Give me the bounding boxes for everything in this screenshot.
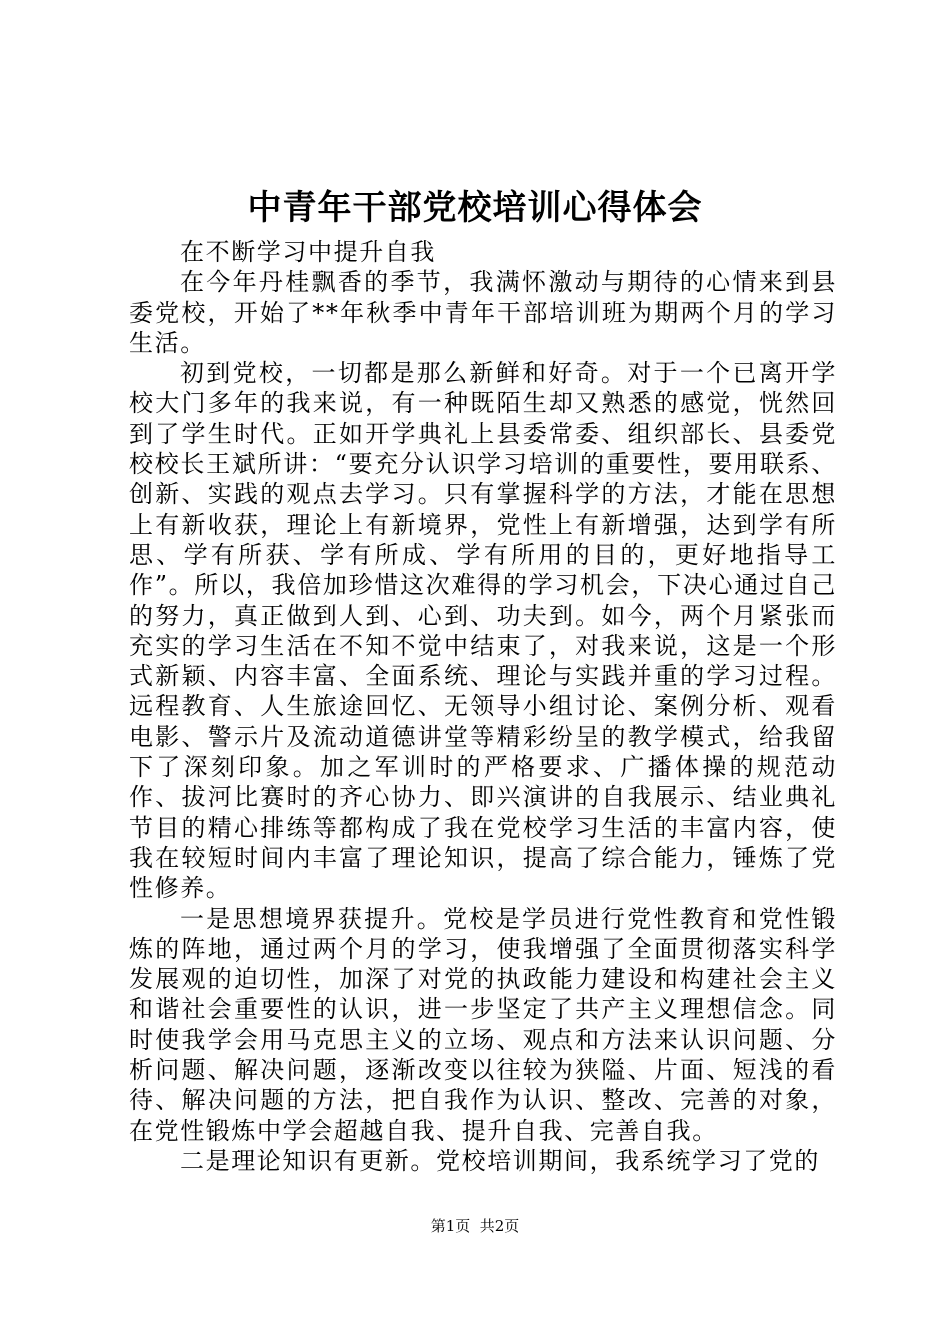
page-footer (0, 1216, 950, 1236)
page-number-label: 第1页 共2页 (430, 1217, 520, 1235)
document-title: 中青年干部党校培训心得体会 (247, 188, 703, 228)
body-paragraph: 初到党校，一切都是那么新鲜和好奇。对于一个已离开学校大门多年的我来说，有一种既陌生却又熟悉的感觉，恍然回到了学生时代。正如开学典礼上县委常委、组织部长、县委党校校长王斌所讲：“要充分认识学习培训的重要性，要用联系、创新、实践的观点去学习。只有掌握科学的方法，才能在思想上有新收获，理论上有新境界，党性上有新增强，达到学有所思、学有所获、学有所成、学有所用的目的，更好地指导工作”。所以，我倍加珍惜这次难得的学习机会，下决心通过自己的努力，真正做到人到、心到、功夫到。如今，两个月紧张而充实的学习生活在不知不觉中结束了，对我来说，这是一个形式新颖、内容丰富、全面系统、理论与实践并重的学习过程。远程教育、人生旅途回忆、无领导小组讨论、案例分析、观看电影、警示片及流动道德讲堂等精彩纷呈的教学模式，给我留下了深刻印象。加之军训时的严格要求、广播体操的规范动作、拔河比赛时的齐心协力、即兴演讲的自我展示、结业典礼节目的精心排练等都构成了我在党校学习生活的丰富内容，使我在较短时间内丰富了理论知识，提高了综合能力，锤炼了党性修养。 (129, 359, 837, 903)
body-paragraph: 一是思想境界获提升。党校是学员进行党性教育和党性锻炼的阵地，通过两个月的学习，使我增强了全面贯彻落实科学发展观的迫切性，加深了对党的执政能力建设和构建社会主义和谐社会重要性的认识，进一步坚定了共产主义理想信念。同时使我学会用马克思主义的立场、观点和方法来认识问题、分析问题、解决问题，逐渐改变以往较为狭隘、片面、短浅的看待、解决问题的方法，把自我作为认识、整改、完善的对象，在党性锻炼中学会超越自我、提升自我、完善自我。 (129, 904, 837, 1145)
subtitle-paragraph: 在不断学习中提升自我 (180, 238, 436, 266)
body-paragraph: 二是理论知识有更新。党校培训期间，我系统学习了党的 (180, 1146, 820, 1175)
body-paragraph: 在今年丹桂飘香的季节，我满怀激动与期待的心情来到县委党校，开始了**年秋季中青年干部培训班为期两个月的学习生活。 (129, 268, 837, 357)
document-body (129, 237, 837, 1176)
